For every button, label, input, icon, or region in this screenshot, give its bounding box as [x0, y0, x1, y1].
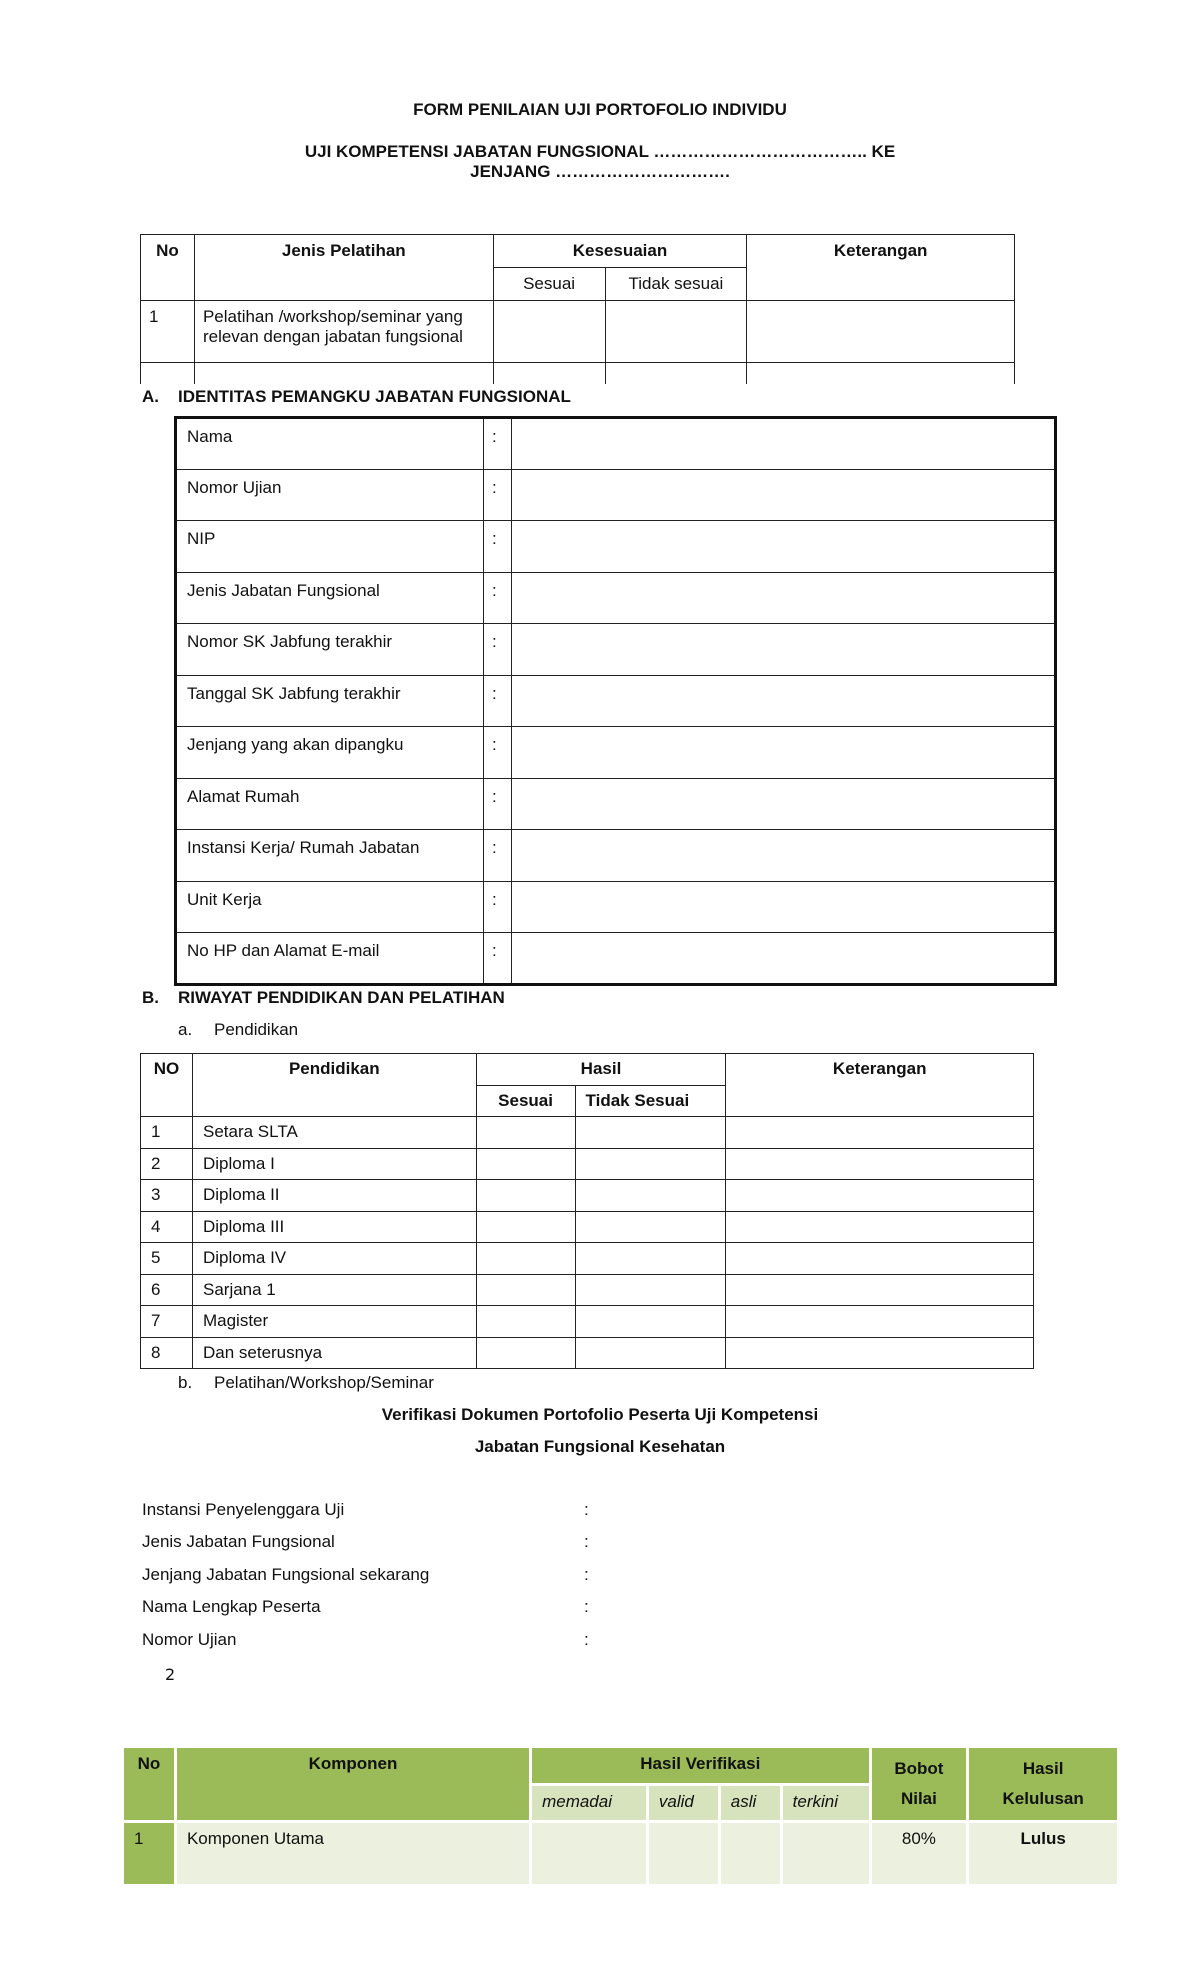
- row-hasil: Lulus: [968, 1822, 1119, 1886]
- row-no: 1: [123, 1822, 176, 1886]
- identitas-label: Instansi Kerja/ Rumah Jabatan: [176, 830, 484, 882]
- identitas-row: [176, 624, 1056, 676]
- verifikasi-label: Jenis Jabatan Fungsional: [142, 1532, 335, 1551]
- identitas-value-field[interactable]: [512, 830, 1056, 882]
- identitas-label: Alamat Rumah: [176, 778, 484, 830]
- identitas-row: [176, 675, 1056, 727]
- verifikasi-field: [142, 1532, 589, 1552]
- pelatihan-table: [140, 234, 1015, 384]
- komponen-table: [121, 1745, 1120, 1887]
- identitas-colon: :: [484, 933, 512, 985]
- cell-keterangan[interactable]: [747, 301, 1015, 363]
- cell-tidak-sesuai[interactable]: [575, 1306, 726, 1338]
- cell-tidak-sesuai[interactable]: [575, 1148, 726, 1180]
- row-jenis: [194, 301, 493, 363]
- row-jenis-line2: relevan dengan jabatan fungsional: [202, 327, 463, 346]
- identitas-table: [174, 416, 1057, 986]
- header-jenis-pelatihan: Jenis Pelatihan: [194, 235, 493, 301]
- row-pendidikan: Diploma IV: [192, 1243, 476, 1275]
- verifikasi-colon: :: [584, 1565, 589, 1584]
- identitas-label: Nama: [176, 418, 484, 470]
- cell-sesuai[interactable]: [476, 1306, 575, 1338]
- cell-sesuai[interactable]: [476, 1243, 575, 1275]
- cell-tidak-sesuai[interactable]: [575, 1211, 726, 1243]
- header-nilai: Nilai: [900, 1789, 937, 1808]
- identitas-label: Jenis Jabatan Fungsional: [176, 572, 484, 624]
- verifikasi-label: Nama Lengkap Peserta: [142, 1597, 321, 1616]
- section-a-letter: A.: [142, 387, 159, 406]
- row-pendidikan: Dan seterusnya: [192, 1337, 476, 1369]
- header-terkini: terkini: [781, 1784, 870, 1822]
- table-row: [141, 1180, 1034, 1212]
- cell-keterangan[interactable]: [726, 1274, 1034, 1306]
- row-pendidikan: Diploma II: [192, 1180, 476, 1212]
- header-keterangan: Keterangan: [726, 1054, 1034, 1117]
- verifikasi-title-line1: Verifikasi Dokumen Portofolio Peserta Uji Kompetensi: [381, 1405, 819, 1424]
- table-row: [123, 1822, 1119, 1886]
- verifikasi-colon: :: [584, 1630, 589, 1649]
- cell-sesuai[interactable]: [476, 1180, 575, 1212]
- cell-tidak-sesuai[interactable]: [575, 1117, 726, 1149]
- row-pendidikan: Diploma I: [192, 1148, 476, 1180]
- identitas-row: [176, 418, 1056, 470]
- sub-a-letter: a.: [178, 1020, 193, 1039]
- identitas-value-field[interactable]: [512, 727, 1056, 779]
- header-kesesuaian: Kesesuaian: [493, 235, 747, 268]
- verifikasi-colon: :: [584, 1500, 589, 1519]
- form-subtitle-line2: JENJANG ………………………….: [470, 162, 730, 181]
- identitas-colon: :: [484, 830, 512, 882]
- cell-keterangan[interactable]: [726, 1117, 1034, 1149]
- header-memadai: memadai: [531, 1784, 648, 1822]
- row-no: 7: [141, 1306, 193, 1338]
- identitas-colon: :: [484, 572, 512, 624]
- sub-b-title: Pelatihan/Workshop/Seminar: [214, 1373, 434, 1392]
- form-subtitle-line1: UJI KOMPETENSI JABATAN FUNGSIONAL ……………………………….. KE: [304, 142, 896, 161]
- cell-keterangan[interactable]: [726, 1243, 1034, 1275]
- identitas-row: [176, 881, 1056, 933]
- identitas-row: [176, 830, 1056, 882]
- header-bobot-nilai: [870, 1747, 968, 1822]
- header-tidak-sesuai: Tidak sesuai: [605, 268, 747, 301]
- table-row: [141, 301, 1015, 363]
- cell-valid[interactable]: [647, 1822, 719, 1886]
- identitas-colon: :: [484, 521, 512, 573]
- section-b-title: RIWAYAT PENDIDIKAN DAN PELATIHAN: [178, 988, 505, 1007]
- identitas-colon: :: [484, 469, 512, 521]
- cell-sesuai[interactable]: [476, 1337, 575, 1369]
- table-row: [141, 1117, 1034, 1149]
- row-jenis-line1: Pelatihan /workshop/seminar yang: [202, 307, 463, 326]
- identitas-colon: :: [484, 624, 512, 676]
- identitas-label: Nomor Ujian: [176, 469, 484, 521]
- table-row: [141, 1306, 1034, 1338]
- verifikasi-colon: :: [584, 1597, 589, 1616]
- header-komponen: Komponen: [175, 1747, 530, 1822]
- header-keterangan: Keterangan: [747, 235, 1015, 301]
- section-a-title: IDENTITAS PEMANGKU JABATAN FUNGSIONAL: [178, 387, 571, 406]
- row-no: 1: [141, 301, 195, 363]
- cell-tidak-sesuai[interactable]: [575, 1243, 726, 1275]
- identitas-colon: :: [484, 727, 512, 779]
- header-hasil: Hasil: [476, 1054, 726, 1086]
- verifikasi-label: Jenjang Jabatan Fungsional sekarang: [142, 1565, 430, 1584]
- header-no: NO: [141, 1054, 193, 1117]
- sub-b-heading: [178, 1373, 434, 1393]
- cell-sesuai[interactable]: [493, 301, 605, 363]
- pendidikan-body: [141, 1117, 1034, 1369]
- row-bobot: 80%: [870, 1822, 968, 1886]
- section-b-letter: B.: [142, 988, 159, 1007]
- cell-terkini[interactable]: [781, 1822, 870, 1886]
- cell-tidak-sesuai[interactable]: [575, 1180, 726, 1212]
- identitas-value-field[interactable]: [512, 418, 1056, 470]
- cell-sesuai[interactable]: [476, 1148, 575, 1180]
- table-row: [141, 1337, 1034, 1369]
- identitas-value-field[interactable]: [512, 469, 1056, 521]
- cell-sesuai[interactable]: [476, 1117, 575, 1149]
- header-asli: asli: [719, 1784, 781, 1822]
- identitas-colon: :: [484, 675, 512, 727]
- header-bobot: Bobot: [894, 1759, 944, 1778]
- verifikasi-field: [142, 1500, 589, 1520]
- identitas-row: [176, 469, 1056, 521]
- section-b-heading: [142, 988, 505, 1008]
- table-row: [141, 1243, 1034, 1275]
- row-pendidikan: Sarjana 1: [192, 1274, 476, 1306]
- identitas-label: Nomor SK Jabfung terakhir: [176, 624, 484, 676]
- cell-sesuai[interactable]: [476, 1211, 575, 1243]
- verifikasi-field: [142, 1597, 589, 1617]
- pendidikan-table: [140, 1053, 1034, 1369]
- row-no: 8: [141, 1337, 193, 1369]
- cell-keterangan[interactable]: [726, 1337, 1034, 1369]
- identitas-value-field[interactable]: [512, 572, 1056, 624]
- row-no: 6: [141, 1274, 193, 1306]
- header-tidak-sesuai: Tidak Sesuai: [575, 1085, 726, 1117]
- cell-tidak-sesuai[interactable]: [575, 1274, 726, 1306]
- header-kelulusan: Kelulusan: [1002, 1789, 1084, 1808]
- identitas-colon: :: [484, 778, 512, 830]
- identitas-label: Unit Kerja: [176, 881, 484, 933]
- cell-keterangan[interactable]: [726, 1148, 1034, 1180]
- cell-keterangan[interactable]: [726, 1306, 1034, 1338]
- pelatihan-table-wrapper: [140, 234, 1015, 384]
- row-no: 4: [141, 1211, 193, 1243]
- row-pendidikan: Diploma III: [192, 1211, 476, 1243]
- header-no: No: [123, 1747, 176, 1822]
- cell-tidak-sesuai[interactable]: [575, 1337, 726, 1369]
- header-sesuai: Sesuai: [493, 268, 605, 301]
- row-no: 2: [141, 1148, 193, 1180]
- cell-memadai[interactable]: [531, 1822, 648, 1886]
- sub-b-letter: b.: [178, 1373, 193, 1392]
- cell-tidak-sesuai[interactable]: [605, 301, 747, 363]
- page-number: 2: [165, 1665, 176, 1684]
- header-hasil: Hasil: [1022, 1759, 1064, 1778]
- identitas-row: [176, 727, 1056, 779]
- identitas-colon: :: [484, 881, 512, 933]
- verifikasi-field: [142, 1565, 589, 1585]
- identitas-row: [176, 521, 1056, 573]
- row-no: 5: [141, 1243, 193, 1275]
- identitas-value-field[interactable]: [512, 933, 1056, 985]
- header-hasil-kelulusan: [968, 1747, 1119, 1822]
- identitas-row: [176, 778, 1056, 830]
- row-pendidikan: Setara SLTA: [192, 1117, 476, 1149]
- identitas-label: Tanggal SK Jabfung terakhir: [176, 675, 484, 727]
- identitas-value-field[interactable]: [512, 881, 1056, 933]
- header-no: No: [141, 235, 195, 301]
- identitas-label: No HP dan Alamat E-mail: [176, 933, 484, 985]
- row-komponen: Komponen Utama: [175, 1822, 530, 1886]
- identitas-value-field[interactable]: [512, 624, 1056, 676]
- verifikasi-field: [142, 1630, 589, 1650]
- identitas-row: [176, 933, 1056, 985]
- cell-keterangan[interactable]: [726, 1180, 1034, 1212]
- identitas-colon: :: [484, 418, 512, 470]
- identitas-label: Jenjang yang akan dipangku: [176, 727, 484, 779]
- sub-a-title: Pendidikan: [214, 1020, 299, 1039]
- verifikasi-colon: :: [584, 1532, 589, 1551]
- form-title: FORM PENILAIAN UJI PORTOFOLIO INDIVIDU: [413, 100, 787, 119]
- header-hasil-verifikasi: Hasil Verifikasi: [531, 1747, 870, 1785]
- verifikasi-label: Instansi Penyelenggara Uji: [142, 1500, 345, 1519]
- cell-keterangan[interactable]: [726, 1211, 1034, 1243]
- table-row: [141, 363, 1015, 385]
- section-a-heading: [142, 387, 571, 407]
- table-row: [141, 1148, 1034, 1180]
- header-sesuai: Sesuai: [476, 1085, 575, 1117]
- verifikasi-title-line2: Jabatan Fungsional Kesehatan: [474, 1437, 726, 1456]
- row-no: 1: [141, 1117, 193, 1149]
- row-pendidikan: Magister: [192, 1306, 476, 1338]
- identitas-value-field[interactable]: [512, 675, 1056, 727]
- identitas-label: NIP: [176, 521, 484, 573]
- header-valid: valid: [647, 1784, 719, 1822]
- verifikasi-label: Nomor Ujian: [142, 1630, 237, 1649]
- identitas-body: [176, 418, 1056, 985]
- cell-sesuai[interactable]: [476, 1274, 575, 1306]
- identitas-row: [176, 572, 1056, 624]
- identitas-value-field[interactable]: [512, 778, 1056, 830]
- table-row: [141, 1274, 1034, 1306]
- sub-a-heading: [178, 1020, 298, 1040]
- cell-asli[interactable]: [719, 1822, 781, 1886]
- identitas-value-field[interactable]: [512, 521, 1056, 573]
- table-row: [141, 1211, 1034, 1243]
- header-pendidikan: Pendidikan: [192, 1054, 476, 1117]
- row-no: 3: [141, 1180, 193, 1212]
